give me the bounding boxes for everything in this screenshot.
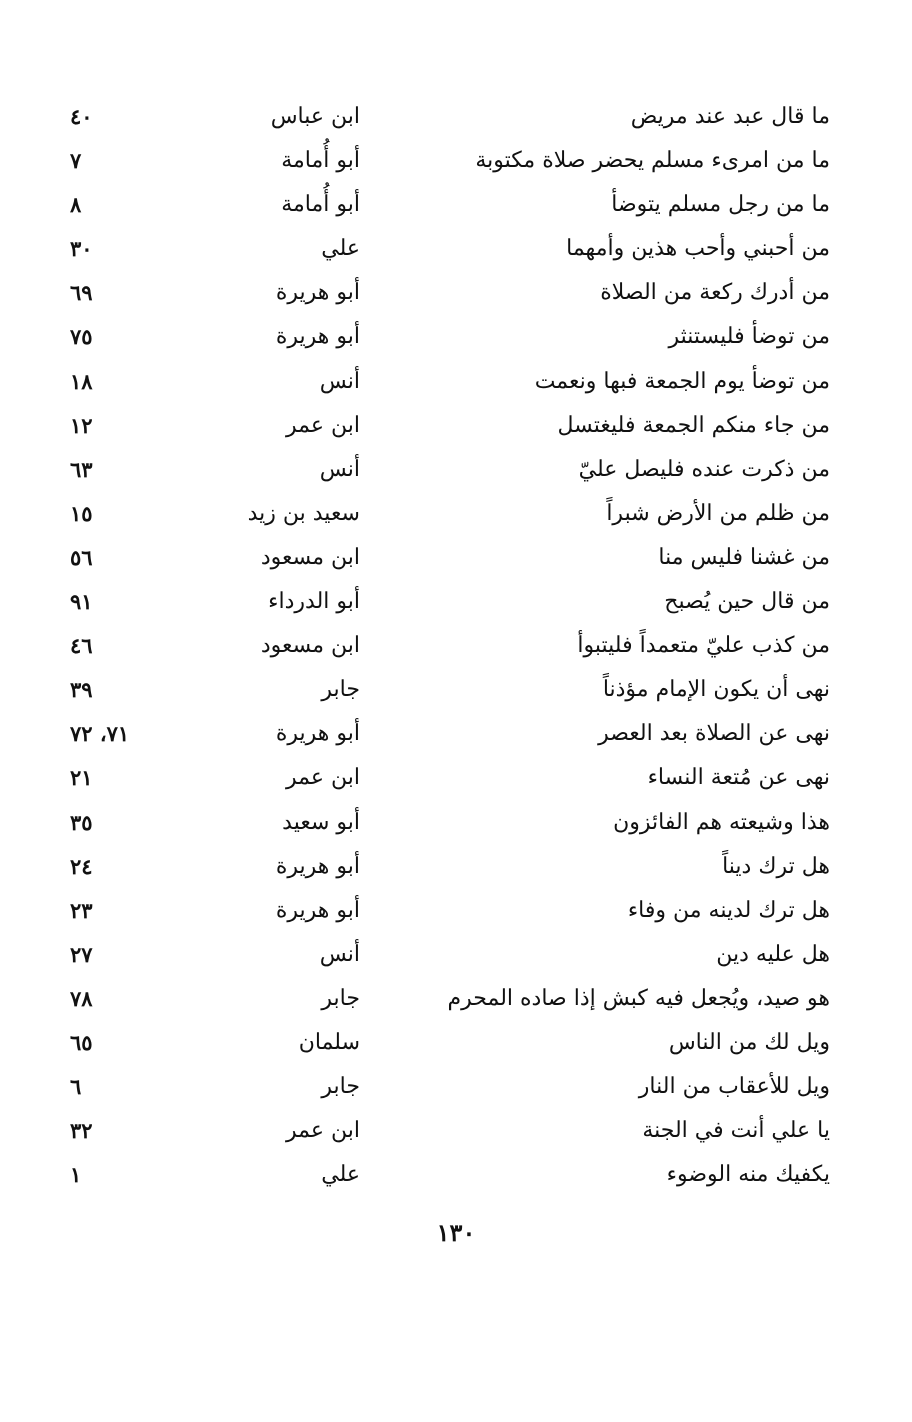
narrator-name: سعيد بن زيد xyxy=(247,500,360,526)
page-reference: ١ xyxy=(70,1162,82,1188)
page-reference: ٣٥ xyxy=(70,809,93,835)
index-row xyxy=(70,360,830,404)
page-reference: ٤٠ xyxy=(70,104,93,129)
hadith-phrase: يا علي أنت في الجنة xyxy=(642,1118,830,1144)
index-row xyxy=(70,95,830,139)
hadith-phrase: من أدرك ركعة من الصلاة xyxy=(600,280,830,306)
narrator-name: ابن عباس xyxy=(270,104,360,129)
hadith-phrase: نهى أن يكون الإمام مؤذناً xyxy=(602,677,830,703)
page-reference: ١٥ xyxy=(70,500,93,526)
hadith-phrase: هل ترك ديناً xyxy=(722,853,830,879)
page-reference: ٢١ xyxy=(70,765,93,791)
narrator-name: علي xyxy=(321,236,360,262)
index-row xyxy=(70,536,830,580)
index-row xyxy=(70,271,830,315)
narrator-name: أبو هريرة xyxy=(275,721,360,747)
index-row xyxy=(70,845,830,889)
narrator-name: ابن مسعود xyxy=(260,633,360,659)
page-reference: ٤٦ xyxy=(70,633,93,659)
page-reference: ٦ xyxy=(70,1074,82,1100)
index-row xyxy=(70,933,830,977)
narrator-name: أبو هريرة xyxy=(275,897,360,923)
index-row xyxy=(70,712,830,756)
index-row xyxy=(70,977,830,1021)
page-reference: ٧٥ xyxy=(70,324,93,350)
hadith-phrase: هل ترك لدينه من وفاء xyxy=(627,897,830,923)
hadith-phrase: من قال حين يُصبح xyxy=(664,589,830,615)
narrator-name: أبو أُمامة xyxy=(281,192,360,218)
hadith-phrase: من توضأ فليستنثر xyxy=(668,324,830,350)
hadith-phrase: نهى عن مُتعة النساء xyxy=(647,765,830,791)
hadith-phrase: من ذكرت عنده فليصل عليّ xyxy=(578,456,830,482)
hadith-phrase: ما من امرىء مسلم يحضر صلاة مكتوبة xyxy=(475,148,830,174)
hadith-phrase: هو صيد، ويُجعل فيه كبش إذا صاده المحرم xyxy=(447,985,830,1011)
index-row xyxy=(70,756,830,800)
index-row xyxy=(70,315,830,359)
hadith-phrase: ما من رجل مسلم يتوضأ xyxy=(611,192,830,218)
narrator-name: ابن عمر xyxy=(286,1118,360,1144)
page-reference: ٨ xyxy=(70,192,82,218)
page-reference: ١٢ xyxy=(70,412,93,438)
page-reference: ٢٣ xyxy=(70,897,93,923)
page-reference: ٧ xyxy=(70,148,82,174)
hadith-phrase: من ظلم من الأرض شبراً xyxy=(606,500,830,526)
page-reference: ٣٢ xyxy=(70,1118,93,1144)
page-reference: ٢٤ xyxy=(70,853,93,879)
narrator-name: ابن عمر xyxy=(286,765,360,791)
hadith-phrase: من أحبني وأحب هذين وأمهما xyxy=(566,236,830,262)
narrator-name: سلمان xyxy=(298,1029,360,1055)
page-reference: ٥٦ xyxy=(70,544,93,570)
index-row xyxy=(70,139,830,183)
hadith-phrase: من جاء منكم الجمعة فليغتسل xyxy=(557,412,830,438)
narrator-name: أنس xyxy=(319,368,360,394)
narrator-name: ابن عمر xyxy=(286,412,360,438)
hadith-phrase: من كذب عليّ متعمداً فليتبوأ xyxy=(577,633,830,659)
narrator-name: أبو هريرة xyxy=(275,280,360,306)
hadith-phrase: هذا وشيعته هم الفائزون xyxy=(613,809,830,835)
page-reference: ١٨ xyxy=(70,368,93,394)
hadith-phrase: نهى عن الصلاة بعد العصر xyxy=(598,721,830,747)
index-row xyxy=(70,801,830,845)
narrator-name: أبو سعيد xyxy=(282,809,360,835)
hadith-phrase: ويل للأعقاب من النار xyxy=(638,1074,830,1100)
index-row xyxy=(70,183,830,227)
page-reference: ٦٣ xyxy=(70,456,93,482)
page-reference: ٢٧ xyxy=(70,941,93,967)
hadith-phrase: يكفيك منه الوضوء xyxy=(666,1162,830,1188)
index-row xyxy=(70,1021,830,1065)
index-row xyxy=(70,227,830,271)
index-row xyxy=(70,889,830,933)
index-row xyxy=(70,1065,830,1109)
index-row xyxy=(70,668,830,712)
narrator-name: أنس xyxy=(319,456,360,482)
page-reference: ٣٩ xyxy=(70,677,93,703)
hadith-phrase: من غشنا فليس منا xyxy=(658,544,830,570)
hadith-phrase: ما قال عبد عند مريض xyxy=(630,104,830,129)
narrator-name: أبو هريرة xyxy=(275,324,360,350)
page-reference: ٦٥ xyxy=(70,1029,93,1055)
narrator-name: جابر xyxy=(321,1074,360,1100)
page-reference: ٧١، ٧٢ xyxy=(70,721,130,747)
hadith-index-table xyxy=(70,95,830,1197)
narrator-name: أبو هريرة xyxy=(275,853,360,879)
index-row xyxy=(70,1109,830,1153)
narrator-name: أبو الدرداء xyxy=(268,589,360,615)
index-row xyxy=(70,492,830,536)
index-row xyxy=(70,624,830,668)
page-reference: ٣٠ xyxy=(70,236,93,262)
narrator-name: ابن مسعود xyxy=(260,544,360,570)
hadith-phrase: هل عليه دين xyxy=(716,941,830,967)
narrator-name: علي xyxy=(321,1162,360,1188)
page-number: ١٣٠ xyxy=(436,1218,476,1247)
narrator-name: أنس xyxy=(319,941,360,967)
narrator-name: جابر xyxy=(321,985,360,1011)
index-row xyxy=(70,580,830,624)
narrator-name: جابر xyxy=(321,677,360,703)
page-reference: ٦٩ xyxy=(70,280,93,306)
page-reference: ٧٨ xyxy=(70,985,93,1011)
page-reference: ٩١ xyxy=(70,589,93,615)
hadith-phrase: ويل لك من الناس xyxy=(668,1029,830,1055)
index-row xyxy=(70,404,830,448)
index-row xyxy=(70,1153,830,1197)
narrator-name: أبو أُمامة xyxy=(281,148,360,174)
hadith-phrase: من توضأ يوم الجمعة فبها ونعمت xyxy=(534,368,830,394)
index-row xyxy=(70,448,830,492)
